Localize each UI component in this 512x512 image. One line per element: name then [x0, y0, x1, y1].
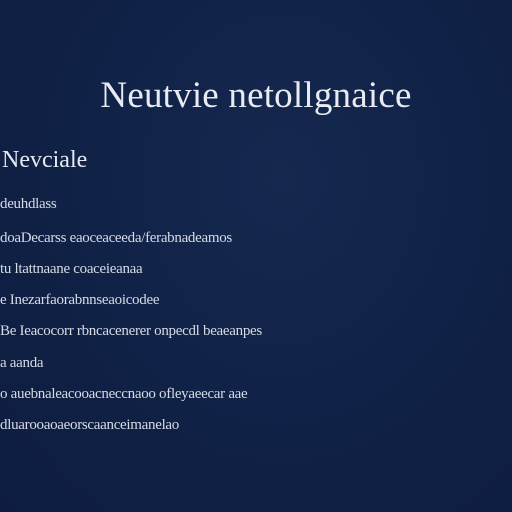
- list-item: deuhdlass: [0, 196, 57, 212]
- list-item: tu ltattnaane coaceieanaa: [0, 261, 143, 277]
- list-item: e Inezarfaorabnnseaoicodee: [0, 292, 160, 308]
- list-item: o auebnaleacooacneccnaoo ofleyaeecar aae: [0, 386, 248, 402]
- list-item: doaDecarss eaoceaceeda/ferabnadeamos: [0, 230, 232, 246]
- page-title: Neutvie netollgnaice: [100, 75, 412, 116]
- list-item: a aanda: [0, 355, 44, 371]
- section-heading: Nevciale: [2, 147, 88, 173]
- list-item: Be Ieacocorr rbncacenerer onpecdl beaeanpes: [0, 323, 262, 339]
- list-item: dluarooaoaeorscaanceimanelao: [0, 417, 179, 433]
